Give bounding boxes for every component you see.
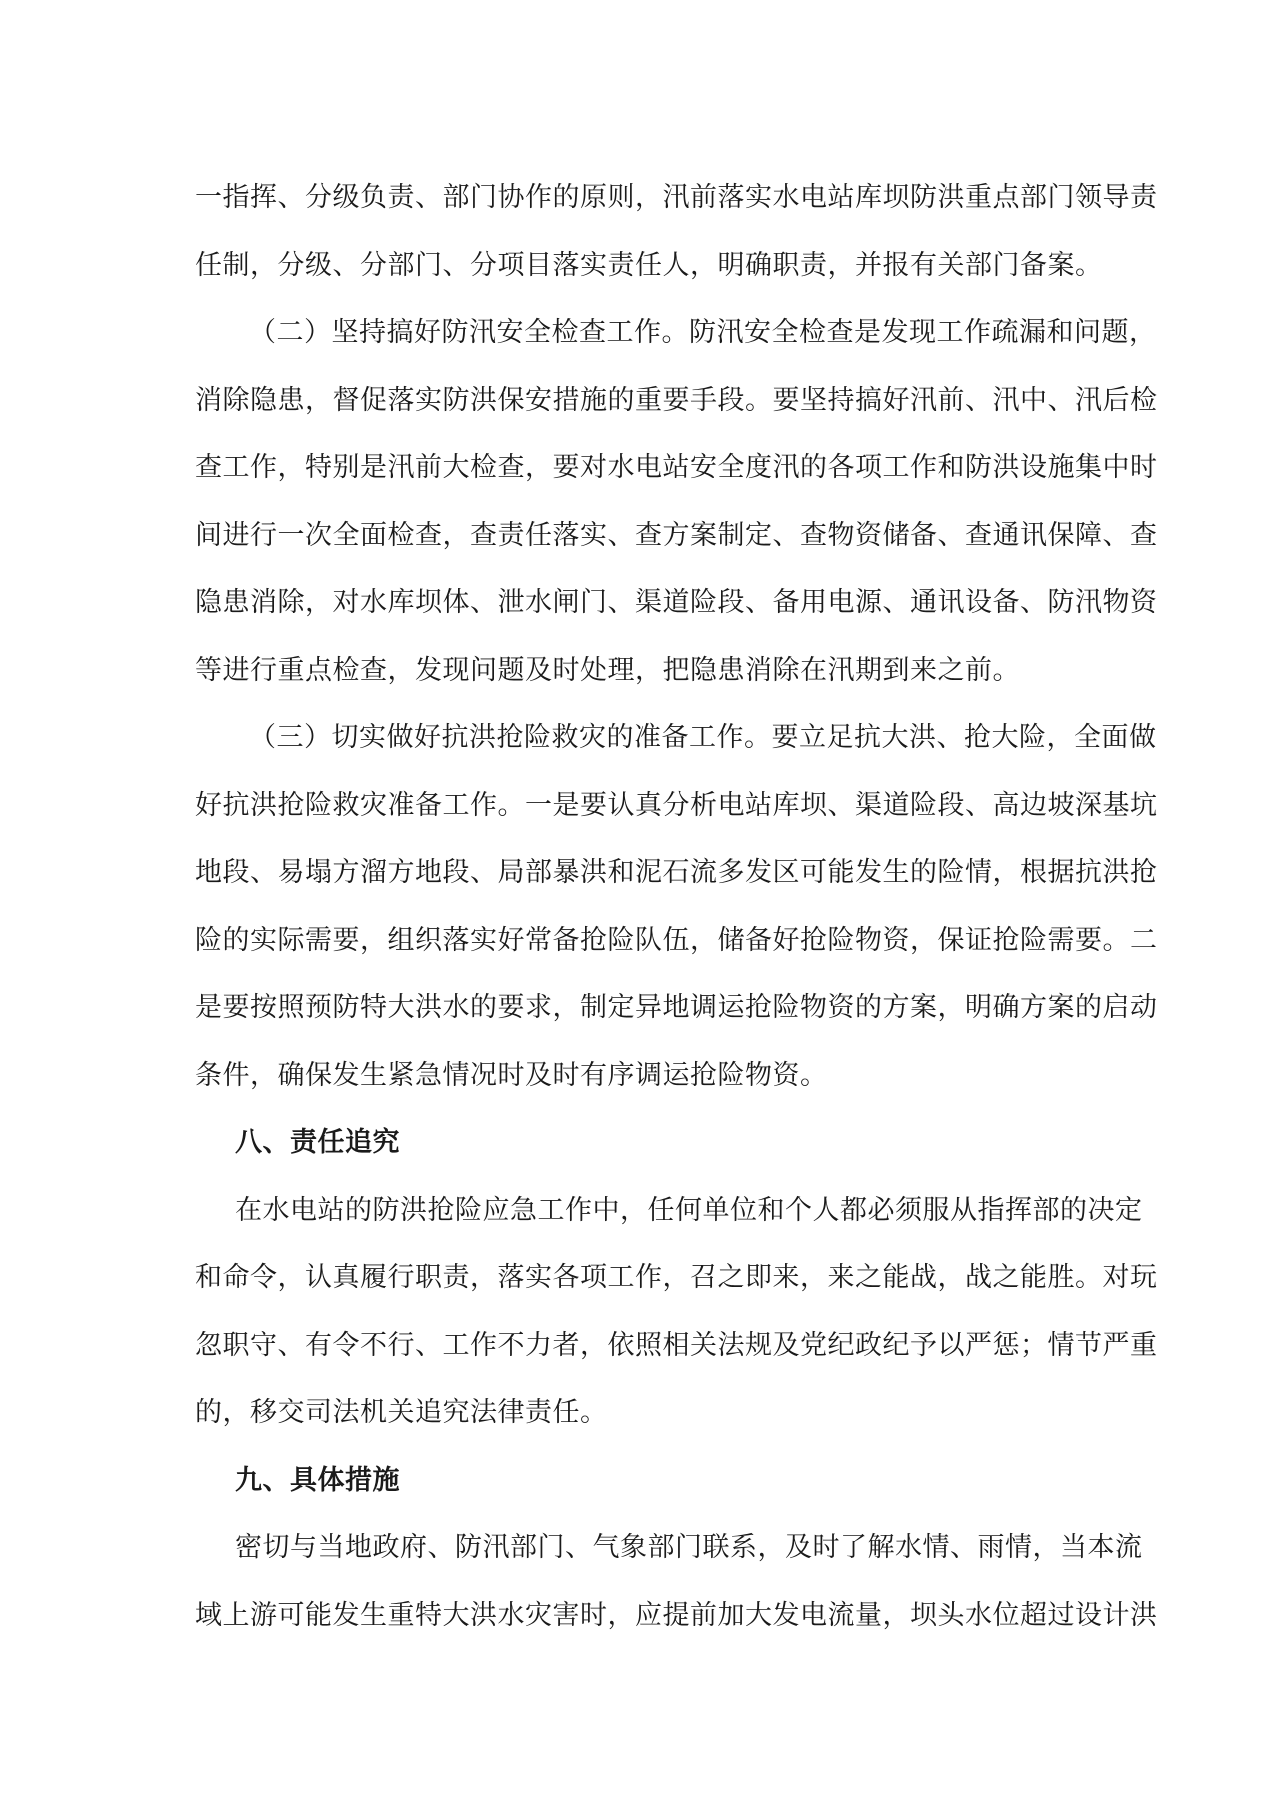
text-line: 等进行重点检查，发现问题及时处理，把隐患消除在汛期到来之前。 bbox=[195, 654, 1020, 686]
text-line: 地段、易塌方溜方地段、局部暴洪和泥石流多发区可能发生的险情，根据抗洪抢 bbox=[195, 857, 1158, 888]
heading-text: 九、具体措施 bbox=[235, 1464, 400, 1496]
text-line: 在水电站的防洪抢险应急工作中，任何单位和个人都必须服从指挥部的决定 bbox=[235, 1194, 1143, 1226]
paragraph-safety-inspection bbox=[195, 299, 1158, 704]
text-line: 险的实际需要，组织落实好常备抢险队伍，储备好抢险物资，保证抢险需要。二 bbox=[195, 924, 1158, 956]
section-heading-accountability bbox=[195, 1109, 1095, 1177]
text-line: 是要按照预防特大洪水的要求，制定异地调运抢险物资的方案，明确方案的启动 bbox=[195, 992, 1158, 1023]
paragraph-accountability bbox=[195, 1177, 1158, 1447]
document-page bbox=[195, 164, 1158, 1649]
text-line: 和命令，认真履行职责，落实各项工作，召之即来，来之能战，战之能胜。对玩 bbox=[195, 1262, 1158, 1293]
text-line: （二）坚持搞好防汛安全检查工作。防汛安全检查是发现工作疏漏和问题， bbox=[249, 317, 1157, 348]
heading-text: 八、责任追究 bbox=[235, 1127, 400, 1158]
paragraph-continued bbox=[195, 164, 1158, 299]
text-line: （三）切实做好抗洪抢险救灾的准备工作。要立足抗大洪、抢大险，全面做 bbox=[249, 722, 1157, 753]
text-line: 忽职守、有令不行、工作不力者，依照相关法规及党纪政纪予以严惩；情节严重 bbox=[195, 1329, 1158, 1361]
text-line: 密切与当地政府、防汛部门、气象部门联系，及时了解水情、雨情，当本流 bbox=[235, 1532, 1143, 1563]
text-line: 间进行一次全面检查，查责任落实、查方案制定、查物资储备、查通讯保障、查 bbox=[195, 519, 1158, 551]
text-line: 域上游可能发生重特大洪水灾害时，应提前加大发电流量，坝头水位超过设计洪 bbox=[195, 1599, 1158, 1631]
paragraph-flood-preparation bbox=[195, 704, 1158, 1109]
text-line: 一指挥、分级负责、部门协作的原则，汛前落实水电站库坝防洪重点部门领导责 bbox=[195, 182, 1158, 213]
paragraph-measures bbox=[195, 1514, 1158, 1649]
text-line: 消除隐患，督促落实防洪保安措施的重要手段。要坚持搞好汛前、汛中、汛后检 bbox=[195, 384, 1158, 416]
text-line: 任制，分级、分部门、分项目落实责任人，明确职责，并报有关部门备案。 bbox=[195, 249, 1103, 281]
text-line: 的，移交司法机关追究法律责任。 bbox=[195, 1397, 608, 1428]
text-line: 隐患消除，对水库坝体、泄水闸门、渠道险段、备用电源、通讯设备、防汛物资 bbox=[195, 587, 1158, 618]
text-line: 条件，确保发生紧急情况时及时有序调运抢险物资。 bbox=[195, 1059, 828, 1091]
text-line: 好抗洪抢险救灾准备工作。一是要认真分析电站库坝、渠道险段、高边坡深基坑 bbox=[195, 789, 1158, 821]
text-line: 查工作，特别是汛前大检查，要对水电站安全度汛的各项工作和防洪设施集中时 bbox=[195, 452, 1158, 483]
section-heading-measures bbox=[195, 1447, 1095, 1515]
